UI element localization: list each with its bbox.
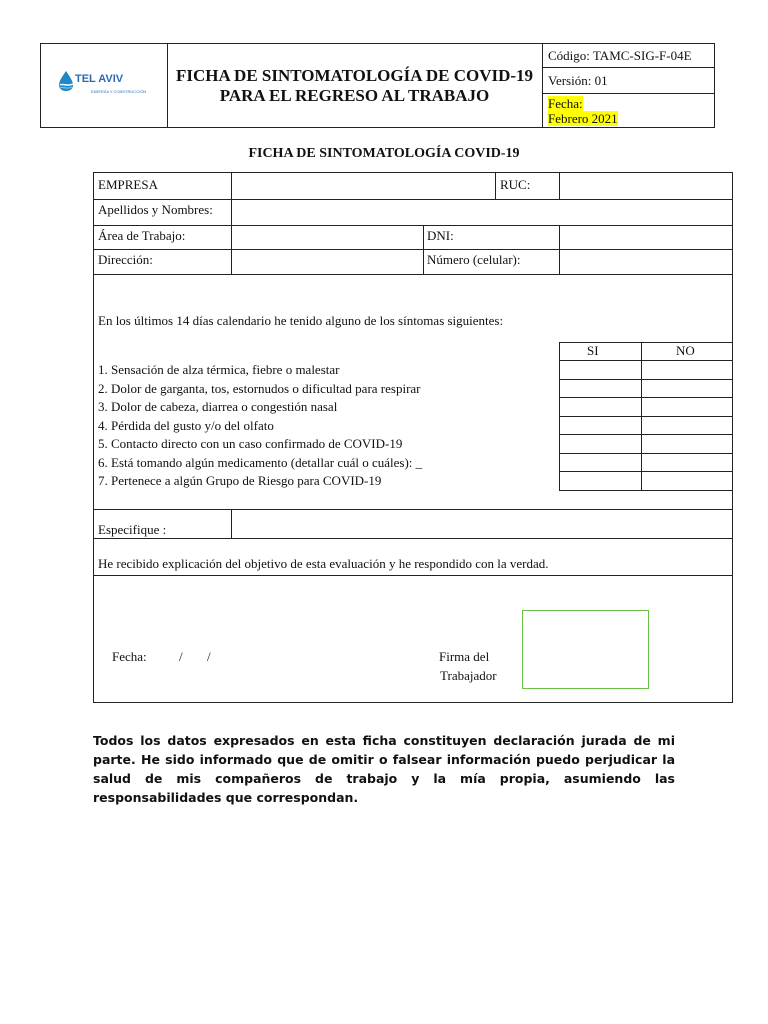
checkbox-no-7[interactable] (642, 472, 732, 489)
symptom-item: 5. Contacto directo con un caso confirmado de COVID-19 (98, 436, 403, 451)
symptom-item: 4. Pérdida del gusto y/o del olfato (98, 418, 274, 433)
symptom-item: 1. Sensación de alza térmica, fiebre o malestar (98, 362, 340, 377)
logo-cell (41, 44, 168, 127)
sworn-declaration: Todos los datos expresados en esta ficha constituyen declaración jurada de mi parte. He sido informado que de omitir o falsear información puedo perjudicar la salud de mis compañeros de trabajo y la mía propia, asumiendo las responsabilidades que correspondan. (93, 733, 675, 805)
ruc-field[interactable] (560, 174, 731, 198)
company-logo (57, 70, 157, 102)
document-header (40, 43, 715, 128)
checkbox-si-4[interactable] (560, 417, 640, 433)
fecha-label: Fecha: (548, 96, 583, 111)
form-title: FICHA DE SINTOMATOLOGÍA COVID-19 (248, 146, 520, 161)
date-slash: / (207, 649, 211, 664)
area-label: Área de Trabajo: (98, 228, 186, 243)
logo-drop-icon (57, 70, 77, 92)
logo-text: TEL AVIV (75, 73, 124, 85)
especifique-field[interactable] (232, 510, 731, 537)
dni-label: DNI: (427, 228, 454, 243)
especifique-label: Especifique : (98, 522, 167, 537)
checkbox-no-3[interactable] (642, 398, 732, 415)
document-title: FICHA DE SINTOMATOLOGÍA DE COVID-19 PARA EL REGRESO AL TRABAJO (167, 44, 543, 127)
checkbox-no-5[interactable] (642, 435, 732, 452)
apellidos-field[interactable] (232, 200, 731, 224)
checkbox-no-2[interactable] (642, 380, 732, 396)
signature-box[interactable] (522, 610, 649, 689)
checkbox-si-7[interactable] (560, 472, 640, 489)
fecha-value: Febrero 2021 (548, 111, 618, 126)
area-field[interactable] (232, 226, 422, 248)
checkbox-si-2[interactable] (560, 380, 640, 396)
dni-field[interactable] (560, 226, 731, 248)
direccion-label: Dirección: (98, 252, 153, 267)
numero-field[interactable] (560, 250, 731, 273)
apellidos-label: Apellidos y Nombres: (98, 202, 213, 217)
empresa-label: EMPRESA (98, 177, 158, 192)
symptom-item: 7. Pertenece a algún Grupo de Riesgo para COVID-19 (98, 473, 382, 488)
declaration-text: He recibido explicación del objetivo de esta evaluación y he respondido con la verdad. (98, 556, 549, 571)
fecha-cell (543, 94, 714, 127)
checkbox-no-6[interactable] (642, 454, 732, 470)
logo-subtext: ENERGÍA Y CONSTRUCCIÓN (91, 89, 147, 94)
column-si: SI (587, 343, 599, 358)
checkbox-si-3[interactable] (560, 398, 640, 415)
checkbox-no-4[interactable] (642, 417, 732, 433)
symptom-grid (559, 342, 733, 492)
checkbox-si-6[interactable] (560, 454, 640, 470)
symptoms-question: En los últimos 14 días calendario he tenido alguno de los síntomas siguientes: (98, 313, 504, 328)
direccion-field[interactable] (232, 250, 422, 273)
date-slash: / (179, 649, 183, 664)
version-cell: Versión: 01 (543, 68, 714, 94)
checkbox-si-1[interactable] (560, 361, 640, 378)
column-no: NO (676, 343, 695, 358)
checkbox-si-5[interactable] (560, 435, 640, 452)
trabajador-label: Trabajador (440, 668, 497, 683)
symptom-item: 2. Dolor de garganta, tos, estornudos o dificultad para respirar (98, 381, 421, 396)
empresa-field[interactable] (232, 174, 494, 198)
codigo-cell: Código: TAMC-SIG-F-04E (543, 44, 714, 68)
numero-label: Número (celular): (427, 252, 521, 267)
symptom-form (93, 172, 733, 703)
symptom-item: 6. Está tomando algún medicamento (detallar cuál o cuáles): _ (98, 455, 423, 470)
checkbox-no-1[interactable] (642, 361, 732, 378)
firma-label: Firma del (439, 649, 490, 664)
ruc-label: RUC: (500, 177, 531, 192)
symptom-item: 3. Dolor de cabeza, diarrea o congestión nasal (98, 399, 338, 414)
fecha-signature-label: Fecha: (112, 649, 147, 664)
